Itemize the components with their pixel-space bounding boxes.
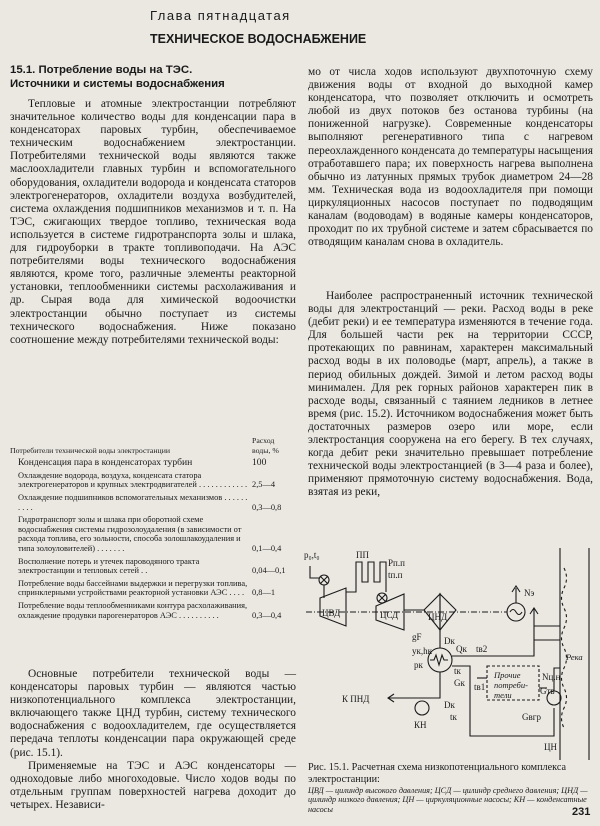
label-lp-cylinder: ЦНД [428,612,448,622]
label-tk: tк [454,666,461,676]
condensate-pump-icon [415,701,429,715]
table-row-value: 0,3—0,8 [252,502,282,512]
condensate-line [388,672,440,698]
label-circulation-pump: ЦН [544,742,557,752]
river-flow-line [562,568,567,728]
reheater-coil [346,562,386,592]
label-pk: pк [414,660,423,670]
label-gtv: Gтв [540,686,555,696]
label-reheat-temp: tп.п [388,570,403,580]
page-number: 231 [572,806,591,818]
label-tv2: tв2 [476,644,488,654]
main-steam-line [310,566,320,578]
label-condensate-pump: КН [414,720,427,730]
label-river: Река [566,652,583,662]
label-hp-cylinder: ЦВД [322,608,341,618]
table-row-name: Гидротранспорт золы и шлака при оборотной схеме водоснабжения системы гидрозолоудаления (в зависимости от расхода топлива, его зольности, способа золошлакоудаления и типа золоуловителей) . . . . . . . [18,515,242,553]
label-yk: yк,hк [412,646,432,656]
table-row-value: 0,3—0,4 [252,610,282,620]
table-header-consumers: Потребители технической воды электростанции [10,445,171,455]
label-gk: Gк [454,678,465,688]
label-reheat-pressure: Pп.п [388,558,405,568]
label-p0t0: p₀,t₀ [304,550,320,560]
table-row-name: Конденсация пара в конденсаторах турбин [18,457,193,469]
table-row-value: 0,1—0,4 [252,543,282,553]
label-reheater: ПП [356,550,369,560]
table-row-name: Охлаждение водорода, воздуха, конденсата статора электрогенераторов и крупных электродвигателей . . . . . . . . . . . . [18,470,248,490]
table-row-value: 0,04—0,1 [252,566,286,576]
low-potential-complex-diagram [302,548,594,760]
paragraph-continuation: мо от числа ходов используют двухпоточную схему движения воды от входной до выходной камер конденсатора, что позволяет отключить и осмотреть любой из двух потоков без останова турбины (на пониженной нагрузке). Современные конденсаторы выполняют регенеративного типа с нагревом переохлажденного конденсата до температуры насыщения отработавшего пара; их поверхность нагрева выполнена обычно из латунных прямых трубок диаметром 24—28 мм. Техническая вода из водоохладителя при помощи циркуляционных насосов поступает по подводящим каналам (водоводам) в водяные камеры конденсаторов, проходит по их трубной системе и затем сбрасывается по отводящим каналам снова в охладитель. [308,66,593,249]
table-row-name: Охлаждение подшипников вспомогательных механизмов . . . . . . . . . . [18,492,248,512]
table-row-value: 100 [252,457,267,469]
label-dk-top: Dк [444,636,455,646]
label-other-consumers-1: Прочие [494,670,521,680]
right-column-text-2 [308,290,593,500]
table-row-value: 2,5—4 [252,480,276,490]
label-to-lp-heaters: К ПНД [342,694,370,704]
right-column-text [308,66,593,249]
table-header-flow: Расход воды, % [252,436,279,455]
label-power: Nэ [524,588,535,598]
section-heading-line1: 15.1. Потребление воды на ТЭС. [10,64,193,76]
paragraph-condenser-types: Применяемые на ТЭС и АЭС конденсаторы — одноходовые либо многоходовые. Число ходов воды по отдельным группам поверхностей нагрева доходит до четырех. Независи- [10,759,296,811]
chapter-label: Глава пятнадцатая [150,8,291,23]
figure-legend: ЦВД — цилиндр высокого давления; ЦСД — цилиндр среднего давления; ЦНД — цилиндр низкого давления; ЦН — циркуляционные насосы; КН — конденсатные насосы [308,786,588,814]
label-pump-power: Nц.н [542,672,561,682]
label-other-consumers-3: тели [494,690,512,700]
left-column-text [10,98,296,347]
table-row-name: Потребление воды бассейнами выдержки и перегрузки топлива, спринклерными устройствами реакторной установки АЭС . . . . [18,578,248,598]
figure-caption: Рис. 15.1. Расчетная схема низкопотенциального комплекса электростанции: [308,762,567,785]
label-gf: gF [412,632,422,642]
label-dk-bottom: Dк [444,700,455,710]
label-gvgr: Gвгр [522,712,541,722]
chapter-title: ТЕХНИЧЕСКОЕ ВОДОСНАБЖЕНИЕ [150,32,367,46]
paragraph-intro: Тепловые и атомные электростанции потребляют значительное количество воды для конденсации пара в конденсаторах паровых турбин, обеспечиваемое техническим водоснабжением электростанции. Потребителями технической воды являются также маслоохладители главных турбин и вспомогательного оборудования, охладители водорода и конденсата статоров электрогенераторов, охладители воздуха возбудителей, система охлаждения подшипников механизмов и т. п. На ТЭС, сжигающих твердое топливо, техническая вода используется в системе гидротранспорта золы и шлака, для гидроуборки в тракте топливоподачи. На АЭС потребителями воды технического водоснабжения являются, кроме того, различные элементы реакторной установки, теплообменники системы расхолаживания и др. Сырая вода для химической водоочистки электростанции обычно поступает из системы технического водоснабжения. Ниже показано соотношение между потребителями технической воды: [10,98,296,346]
section-heading [10,63,295,91]
table-row-value: 0,8—1 [252,588,276,598]
label-tv1: tв1 [474,682,486,692]
consumers-table [10,436,296,620]
table-row-name: Потребление воды теплообменниками контура расхолаживания, охлаждение продувки парогенераторов АЭС . . . . . . . . . . [18,600,248,620]
left-column-text-bottom [10,668,296,812]
label-qk: Qк [456,644,467,654]
label-ip-cylinder: ЦСД [380,610,399,620]
paragraph-condensers: Основные потребители технической воды — конденсаторы паровых турбин — являются частью низкопотенциального комплекса электростанции, включающего также ЦНД турбин, систему технического водоснабжения с водоохладителем, где осуществляется передача теплоты конденсации пара окружающей среде (рис. 15.1). [10,668,296,759]
section-heading-line2: Источники и системы водоснабжения [10,78,225,90]
table-row-name: Восполнение потерь и утечек пароводяного тракта электростанции и тепловых сетей . . [18,556,200,576]
paragraph-rivers: Наиболее распространенный источник технической воды для электростанций — реки. Расход воды в реке (дебит реки) и ее температура изменяются в течение года. Для большей части рек на территории СССР, протекающих по равнинам, характерен максимальный расход воды в их половодье (март, апрель), а также в период обильных дождей. Зимой и летом расход воды минимален. Для рек горных районов характерен пик в расходе воды, связанный с таянием ледников в летнее время (рис. 15.2). Источником водоснабжения может быть достаточных размеров озеро или море, если электростанция сооружена на его берегу. В тех случаях, когда дебит реки значительно превышает потребление технической воды электростанцией (в 3—4 раза и более), применяют прямоточную систему водоснабжения. Вода, взятая из реки, [308,290,593,499]
label-tk-bottom: tк [450,712,457,722]
label-other-consumers-2: потреби- [494,680,528,690]
